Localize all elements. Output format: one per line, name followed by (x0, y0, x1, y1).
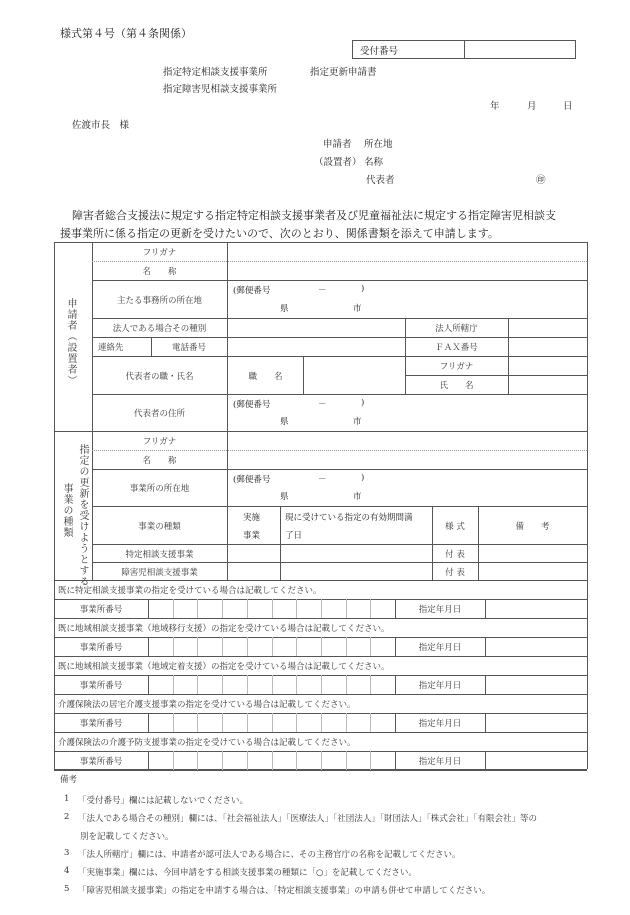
row-divider (54, 770, 587, 771)
postal-prefix: (郵便番号 (233, 286, 271, 296)
office-number-digit-field[interactable] (149, 752, 173, 770)
contact-label: 連絡先 (98, 343, 124, 353)
designation-date-label: 指定年月日 (418, 605, 462, 615)
applicant-label: 申請者 (323, 139, 352, 150)
office-number-digit-field[interactable] (371, 676, 395, 694)
office-number-digit-field[interactable] (174, 676, 198, 694)
office-number-digit-field[interactable] (198, 638, 222, 656)
business-type-label: 事業の種類 (138, 521, 181, 532)
office-furigana-field[interactable] (228, 432, 586, 450)
implemented-header-line2: 事業 (243, 531, 261, 541)
postal-close: ) (361, 473, 365, 483)
form-number: 様式第４号（第４条関係） (60, 27, 192, 40)
rep-name-field[interactable] (509, 376, 586, 394)
format-value-child: 付 表 (445, 567, 465, 578)
existing-designation-notice: 既に特定相談支援事業の指定を受けている場合は記載してください。 (58, 586, 322, 596)
office-number-digit-field[interactable] (248, 638, 272, 656)
office-number-digit-field[interactable] (273, 714, 297, 732)
title-child-consultation-office: 指定障害児相談支援事業所 (163, 84, 278, 95)
office-number-digit-field[interactable] (223, 752, 247, 770)
phone-field[interactable] (228, 338, 405, 356)
designation-date-field[interactable] (486, 752, 586, 770)
note-text: 「法人である場合その種別」欄には、「社会福祉法人」「医療法人」「社団法人」「財団法人」「株式会社」「有限会社」等の (78, 814, 538, 824)
office-number-digit-field[interactable] (347, 752, 371, 770)
office-number-digit-field[interactable] (371, 600, 395, 618)
office-number-digit-field[interactable] (371, 752, 395, 770)
existing-designation-notice: 介護保険法の居宅介護支援事業の指定を受けている場合は記載してください。 (58, 700, 356, 710)
representative-label: 代表者 (366, 175, 395, 186)
office-number-label: 事業所番号 (79, 605, 123, 615)
rep-furigana-field[interactable] (509, 357, 586, 375)
office-number-digit-field[interactable] (174, 752, 198, 770)
postal-prefix: (郵便番号 (233, 475, 271, 485)
designation-date-field[interactable] (486, 638, 586, 656)
prefecture-label: 県 (280, 304, 289, 314)
office-number-digit-field[interactable] (347, 638, 371, 656)
office-number-label: 事業所番号 (79, 757, 123, 767)
designation-date-label: 指定年月日 (418, 681, 462, 691)
postal-prefix: (郵便番号 (233, 400, 271, 410)
applicant-address-label: 所在地 (364, 139, 393, 150)
office-number-label: 事業所番号 (79, 719, 123, 729)
business-section-label-a: 指定の更新を受けようとする (77, 444, 88, 587)
office-number-digit-field[interactable] (149, 714, 173, 732)
note-number: 1 (64, 794, 70, 804)
note-text: 「障害児相談支援事業」の指定を申請する場合は、「特定相談支援事業」の申請も併せて申請してください。 (78, 886, 491, 896)
existing-designation-notice: 既に地域相談支援事業（地域定着支援）の指定を受けている場合は記載してください。 (58, 662, 390, 672)
city-label: 市 (353, 304, 362, 314)
office-number-digit-field[interactable] (223, 600, 247, 618)
jurisdiction-field[interactable] (509, 319, 586, 337)
office-number-digit-field[interactable] (149, 600, 173, 618)
jurisdiction-label: 法人所轄庁 (435, 324, 478, 334)
designation-date-field[interactable] (486, 600, 586, 618)
job-title-field[interactable] (304, 357, 405, 394)
designation-date-field[interactable] (486, 714, 586, 732)
office-number-digit-field[interactable] (273, 638, 297, 656)
office-number-digit-field[interactable] (198, 676, 222, 694)
title-specified-consultation-office: 指定特定相談支援事業所 (163, 67, 268, 78)
representative-address-label: 代表者の住所 (133, 409, 185, 419)
form-title: 指定更新申請書 (310, 67, 377, 78)
office-number-digit-field[interactable] (297, 752, 321, 770)
note-text: 「実施事業」欄には、今回申請をする相談支援事業の種類に「○」を記載してください。 (78, 868, 417, 878)
office-number-digit-field[interactable] (248, 714, 272, 732)
city-label: 市 (353, 417, 362, 427)
date-month-label: 月 (527, 101, 537, 112)
applicant-section-label: 申請者（設置者） (65, 298, 76, 386)
office-number-digit-field[interactable] (371, 638, 395, 656)
implemented-field-child[interactable] (228, 563, 280, 580)
applicant-name-label-cell: 名 称 (142, 267, 177, 277)
corporation-type-field[interactable] (228, 319, 405, 337)
office-number-digit-field[interactable] (322, 714, 346, 732)
office-number-digit-field[interactable] (297, 600, 321, 618)
representative-address-field[interactable] (228, 395, 586, 431)
business-row-specified-consultation: 特定相談支援事業 (125, 549, 194, 560)
office-number-digit-field[interactable] (248, 752, 272, 770)
main-office-address-field[interactable] (228, 281, 586, 318)
applicant-name-label: 名称 (364, 157, 384, 168)
validity-field-child[interactable] (281, 563, 432, 580)
office-number-digit-field[interactable] (174, 638, 198, 656)
office-number-digit-field[interactable] (248, 600, 272, 618)
office-number-digit-field[interactable] (297, 676, 321, 694)
note-text: 「受付番号」欄には記載しないでください。 (78, 796, 249, 806)
office-number-digit-field[interactable] (297, 714, 321, 732)
rep-furigana-label: フリガナ (439, 362, 474, 372)
note-text: 「法人所轄庁」欄には、申請者が認可法人である場合に、その主務官庁の名称を記載してください。 (78, 850, 461, 860)
notes-title: 備考 (60, 775, 78, 785)
validity-header-line1: 現に受けている指定の有効期間満 (285, 513, 413, 523)
office-number-digit-field[interactable] (347, 714, 371, 732)
office-number-digit-field[interactable] (322, 638, 346, 656)
postal-close: ) (361, 398, 365, 408)
phone-label: 電話番号 (171, 343, 206, 353)
postal-dash: － (318, 475, 327, 485)
office-number-digit-field[interactable] (322, 676, 346, 694)
intro-line-2: 援事業所に係る指定の更新を受けたいので、次のとおり、関係書類を添えて申請します。 (60, 227, 499, 240)
establisher-label: （設置者） (314, 157, 362, 168)
representative-name-title-label: 代表者の職・氏名 (125, 371, 194, 382)
existing-designation-notice: 既に地域相談支援事業（地域移行支援）の指定を受けている場合は記載してください。 (58, 624, 390, 634)
office-name-label: 名 称 (142, 456, 177, 466)
intro-line-1: 障害者総合支援法に規定する指定特定相談支援事業者及び児童福祉法に規定する指定障害児相談支 (72, 209, 556, 222)
designation-date-field[interactable] (486, 676, 586, 694)
job-title-label: 職 名 (248, 371, 283, 382)
office-number-digit-field[interactable] (198, 600, 222, 618)
office-address-label: 事業所の所在地 (129, 484, 190, 494)
designation-date-label: 指定年月日 (418, 643, 462, 653)
business-row-child-consultation: 障害児相談支援事業 (121, 567, 198, 578)
validity-field-specified[interactable] (281, 545, 432, 562)
office-number-digit-field[interactable] (223, 638, 247, 656)
prefecture-label: 県 (280, 417, 289, 427)
format-value-specified: 付 表 (445, 549, 465, 560)
format-header: 様 式 (445, 521, 465, 532)
note-number: 2 (64, 812, 70, 822)
office-number-label: 事業所番号 (79, 643, 123, 653)
note-number: 4 (64, 866, 70, 876)
city-label: 市 (353, 492, 362, 502)
office-number-digit-field[interactable] (347, 600, 371, 618)
office-number-digit-field[interactable] (174, 600, 198, 618)
addressee: 佐渡市長 様 (72, 120, 130, 131)
note-number: 5 (64, 884, 70, 894)
office-number-digit-field[interactable] (273, 752, 297, 770)
office-furigana-label: フリガナ (142, 437, 177, 447)
corporation-type-label: 法人である場合その種別 (112, 324, 207, 334)
rep-name-label: 氏 名 (439, 381, 474, 391)
office-number-digit-field[interactable] (198, 714, 222, 732)
office-address-field[interactable] (228, 470, 586, 506)
office-number-digit-field[interactable] (322, 600, 346, 618)
implemented-header-line1: 実施 (243, 513, 261, 523)
receipt-number-label: 受付番号 (360, 46, 399, 57)
remarks-field-child[interactable] (479, 563, 586, 580)
designation-date-label: 指定年月日 (418, 719, 462, 729)
office-number-digit-field[interactable] (223, 714, 247, 732)
office-number-digit-field[interactable] (297, 638, 321, 656)
postal-dash: － (318, 286, 327, 296)
office-number-digit-field[interactable] (223, 676, 247, 694)
office-name-field[interactable] (228, 451, 586, 469)
office-number-digit-field[interactable] (149, 638, 173, 656)
fax-field[interactable] (509, 338, 586, 356)
designation-date-label: 指定年月日 (418, 757, 462, 767)
seal-icon: ㊞ (536, 175, 546, 186)
postal-dash: － (318, 400, 327, 410)
main-office-address-label: 主たる事務所の所在地 (116, 295, 202, 306)
implemented-field-specified[interactable] (228, 545, 280, 562)
prefecture-label: 県 (280, 492, 289, 502)
note-number: 3 (64, 848, 70, 858)
office-number-digit-field[interactable] (347, 676, 371, 694)
office-number-digit-field[interactable] (273, 600, 297, 618)
date-year-label: 年 (490, 101, 500, 112)
office-number-digit-field[interactable] (322, 752, 346, 770)
postal-close: ) (361, 284, 365, 294)
applicant-furigana-field[interactable] (228, 243, 586, 261)
office-number-digit-field[interactable] (371, 714, 395, 732)
business-section-label-b: 事業の種類 (61, 483, 72, 538)
receipt-number-field[interactable] (465, 41, 575, 58)
remarks-header: 備 考 (515, 521, 550, 532)
office-number-digit-field[interactable] (149, 676, 173, 694)
fax-label: ＦＡＸ番号 (435, 343, 478, 353)
office-number-digit-field[interactable] (174, 714, 198, 732)
date-day-label: 日 (563, 101, 573, 112)
office-number-digit-field[interactable] (198, 752, 222, 770)
applicant-furigana-label: フリガナ (142, 248, 177, 258)
remarks-field-specified[interactable] (479, 545, 586, 562)
office-number-label: 事業所番号 (79, 681, 123, 691)
office-number-digit-field[interactable] (248, 676, 272, 694)
note-text-continued: 別を記載してください。 (80, 832, 174, 842)
applicant-name-field[interactable] (228, 262, 586, 280)
validity-header-line2: 了日 (285, 531, 303, 541)
existing-designation-notice: 介護保険法の介護予防支援事業の指定を受けている場合は記載してください。 (58, 738, 356, 748)
office-number-digit-field[interactable] (273, 676, 297, 694)
